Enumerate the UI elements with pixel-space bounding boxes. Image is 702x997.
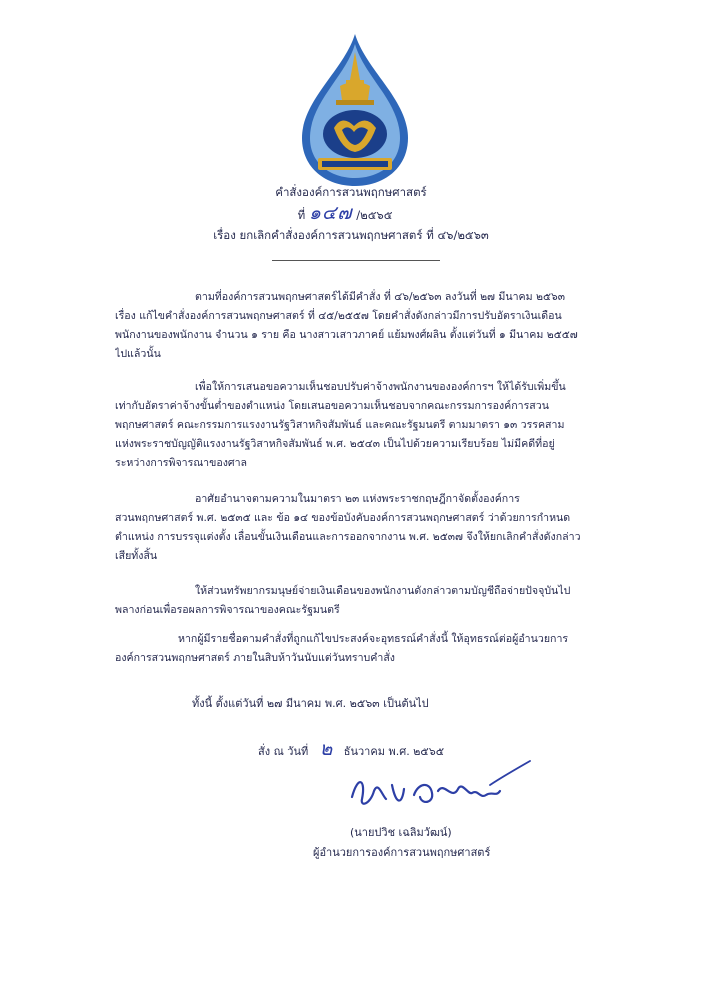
paragraph-line: เพื่อให้การเสนอขอความเห็นชอบปรับค่าจ้างพนักงานขององค์การฯ ให้ได้รับเพิ่มขึ้น	[195, 381, 566, 393]
paragraph-line: พลางก่อนเพื่อรอผลการพิจารณาของคณะรัฐมนตรี	[115, 604, 340, 616]
royal-emblem-icon	[296, 30, 414, 190]
paragraph-line: องค์การสวนพฤกษศาสตร์ ภายในสิบห้าวันนับแต่วันทราบคำสั่ง	[115, 652, 395, 664]
paragraph-line: พนักงานของพนักงาน จำนวน ๑ ราย คือ นางสาวเสาวภาคย์ แย้มพงศ์ผลิน ตั้งแต่วันที่ ๑ มีนาคม ๒๕๕๗	[115, 329, 578, 341]
signer-name: (นายปวิช เฉลิมวัฒน์)	[350, 826, 452, 839]
paragraph-3	[115, 490, 611, 566]
paragraph-line: เท่ากับอัตราค่าจ้างขั้นต่ำของตำแหน่ง โดยเสนอขอความเห็นชอบจากคณะกรรมการองค์การสวน	[115, 400, 549, 412]
paragraph-line: อาศัยอำนาจตามความในมาตรา ๒๓ แห่งพระราชกฤษฎีกาจัดตั้งองค์การ	[195, 493, 520, 505]
paragraph-line: พฤกษศาสตร์ คณะกรรมการแรงงานรัฐวิสาหกิจสัมพันธ์ และคณะรัฐมนตรี ตามมาตรา ๑๓ วรรคสาม	[115, 419, 565, 431]
order-year: /๒๕๖๕	[356, 208, 393, 222]
paragraph-line: แห่งพระราชบัญญัติแรงงานรัฐวิสาหกิจสัมพันธ์ พ.ศ. ๒๕๔๓ เป็นไปด้วยความเรียบร้อย ไม่มีคดีที่อยู่	[115, 438, 555, 450]
paragraph-4	[115, 582, 611, 620]
handwritten-order-number: ๑๔๗	[308, 202, 353, 224]
paragraph-line: เรื่อง แก้ไขคำสั่งองค์การสวนพฤกษศาสตร์ ที่ ๔๕/๒๕๕๗ โดยคำสั่งดังกล่าวมีการปรับอัตราเงินเดือน	[115, 310, 562, 322]
order-number	[0, 202, 696, 224]
paragraph-line: ไปแล้วนั้น	[115, 348, 161, 360]
order-title: คำสั่งองค์การสวนพฤกษศาสตร์	[275, 185, 427, 199]
signed-prefix: สั่ง ณ วันที่	[258, 745, 309, 758]
handwritten-signature	[340, 755, 540, 815]
paragraph-5	[115, 630, 611, 668]
paragraph-line: ตามที่องค์การสวนพฤกษศาสตร์ได้มีคำสั่ง ที่ ๔๖/๒๕๖๓ ลงวันที่ ๒๗ มีนาคม ๒๕๖๓	[195, 291, 565, 303]
paragraph-line: หากผู้มีรายชื่อตามคำสั่งที่ถูกแก้ไขประสงค์จะอุทธรณ์คำสั่งนี้ ให้อุทธรณ์ต่อผู้อำนวยการ	[178, 633, 569, 645]
subject-line: เรื่อง ยกเลิกคำสั่งองค์การสวนพฤกษศาสตร์ ที่ ๔๖/๒๕๖๓	[213, 228, 489, 242]
order-prefix: ที่	[297, 208, 306, 222]
divider	[272, 260, 440, 261]
handwritten-day: ๒	[319, 738, 333, 760]
paragraph-line: เสียทั้งสิ้น	[115, 550, 158, 562]
signer-position: ผู้อำนวยการองค์การสวนพฤกษศาสตร์	[313, 846, 491, 859]
paragraph-line: ระหว่างการพิจารณาของศาล	[115, 457, 248, 469]
effective-date: ทั้งนี้ ตั้งแต่วันที่ ๒๗ มีนาคม พ.ศ. ๒๕๖๓ เป็นต้นไป	[192, 697, 429, 710]
paragraph-line: ตำแหน่ง การบรรจุแต่งตั้ง เลื่อนขั้นเงินเดือนและการออกจากงาน พ.ศ. ๒๕๓๗ จึงให้ยกเลิกคำสั่งดังกล่าว	[115, 531, 581, 543]
paragraph-1	[115, 288, 611, 364]
paragraph-line: สวนพฤกษศาสตร์ พ.ศ. ๒๕๓๕ และ ข้อ ๑๔ ของข้อบังคับองค์การสวนพฤกษศาสตร์ ว่าด้วยการกำหนด	[115, 512, 571, 524]
paragraph-line: ให้ส่วนทรัพยากรมนุษย์จ่ายเงินเดือนของพนักงานดังกล่าวตามบัญชีถือจ่ายปัจจุบันไป	[195, 585, 571, 597]
paragraph-2	[115, 378, 611, 473]
signed-month-year: ธันวาคม พ.ศ. ๒๕๖๕	[343, 745, 445, 758]
